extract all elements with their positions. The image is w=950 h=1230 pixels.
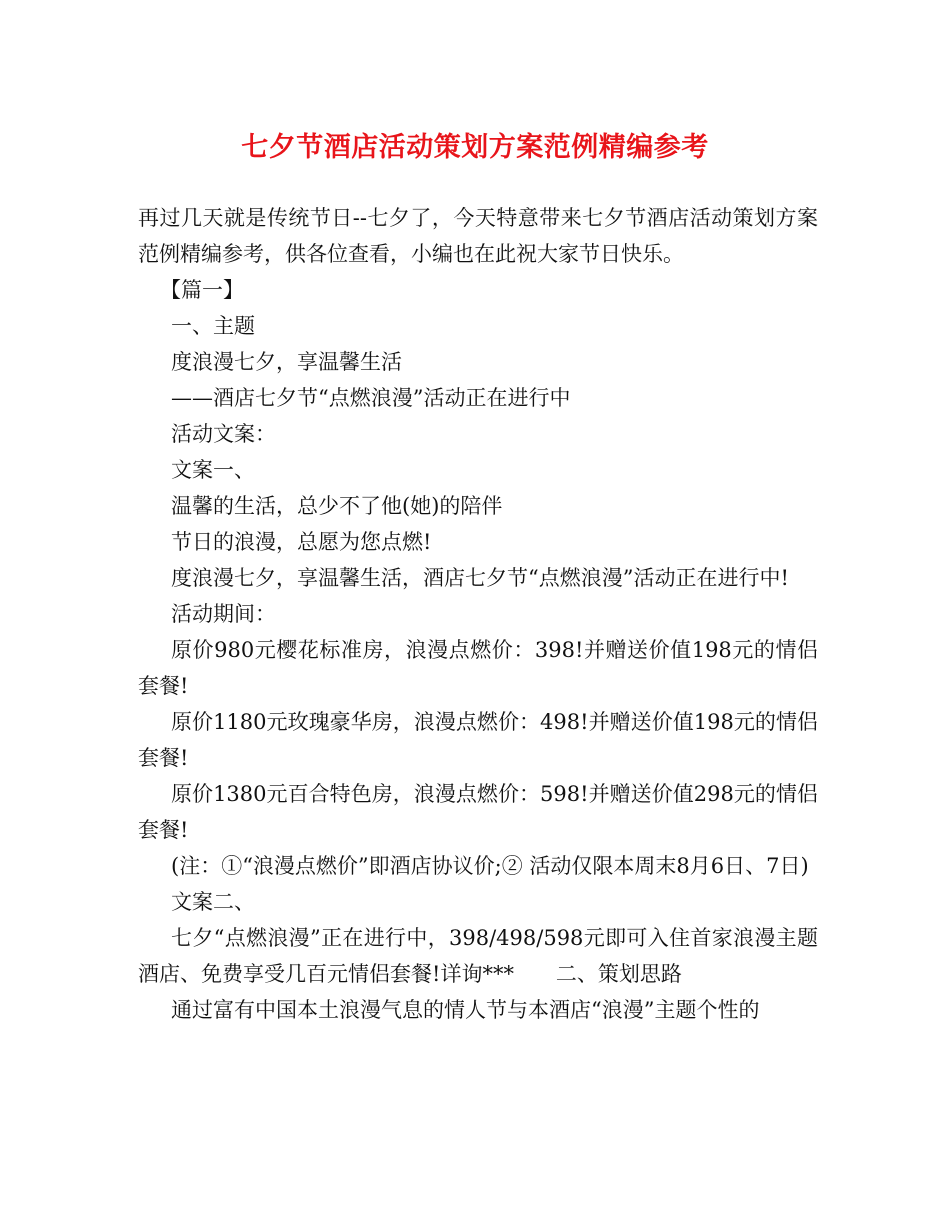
document-body <box>138 200 818 1028</box>
document-title: 七夕节酒店活动策划方案范例精编参考 <box>241 132 709 163</box>
paragraph: 度浪漫七夕，享温馨生活 <box>171 350 402 374</box>
paragraph: 文案二、 <box>171 890 255 914</box>
paragraph-offer: 原价1380元百合特色房，浪漫点燃价：598!并赠送价值298元的情侣套餐! <box>138 782 818 842</box>
paragraph-section-label: 【篇一】 <box>160 278 244 302</box>
paragraph: 度浪漫七夕，享温馨生活，酒店七夕节“点燃浪漫”活动正在进行中! <box>171 566 789 590</box>
paragraph: 通过富有中国本土浪漫气息的情人节与本酒店“浪漫”主题个性的 <box>171 998 760 1022</box>
paragraph: 节日的浪漫，总愿为您点燃! <box>171 530 432 554</box>
paragraph: 活动期间： <box>171 602 276 626</box>
paragraph-offer: 原价1180元玫瑰豪华房，浪漫点燃价：498!并赠送价值198元的情侣套餐! <box>138 710 818 770</box>
paragraph-offer: 原价980元樱花标准房，浪漫点燃价：398!并赠送价值198元的情侣套餐! <box>138 638 818 698</box>
paragraph: 七夕“点燃浪漫”正在进行中，398/498/598元即可入住首家浪漫主题酒店、免费享受几百元情侣套餐!详询*** 二、策划思路 <box>138 926 818 986</box>
paragraph: 温馨的生活，总少不了他(她)的陪伴 <box>171 494 503 518</box>
paragraph-intro: 再过几天就是传统节日--七夕了，今天特意带来七夕节酒店活动策划方案范例精编参考，供各位查看，小编也在此祝大家节日快乐。 <box>138 206 818 266</box>
paragraph: 文案一、 <box>171 458 255 482</box>
paragraph: ——酒店七夕节“点燃浪漫”活动正在进行中 <box>171 386 571 410</box>
paragraph: 活动文案： <box>171 422 276 446</box>
paragraph-note: (注：①“浪漫点燃价”即酒店协议价;② 活动仅限本周末8月6日、7日) <box>171 854 809 878</box>
paragraph-heading-theme: 一、主题 <box>171 314 255 338</box>
